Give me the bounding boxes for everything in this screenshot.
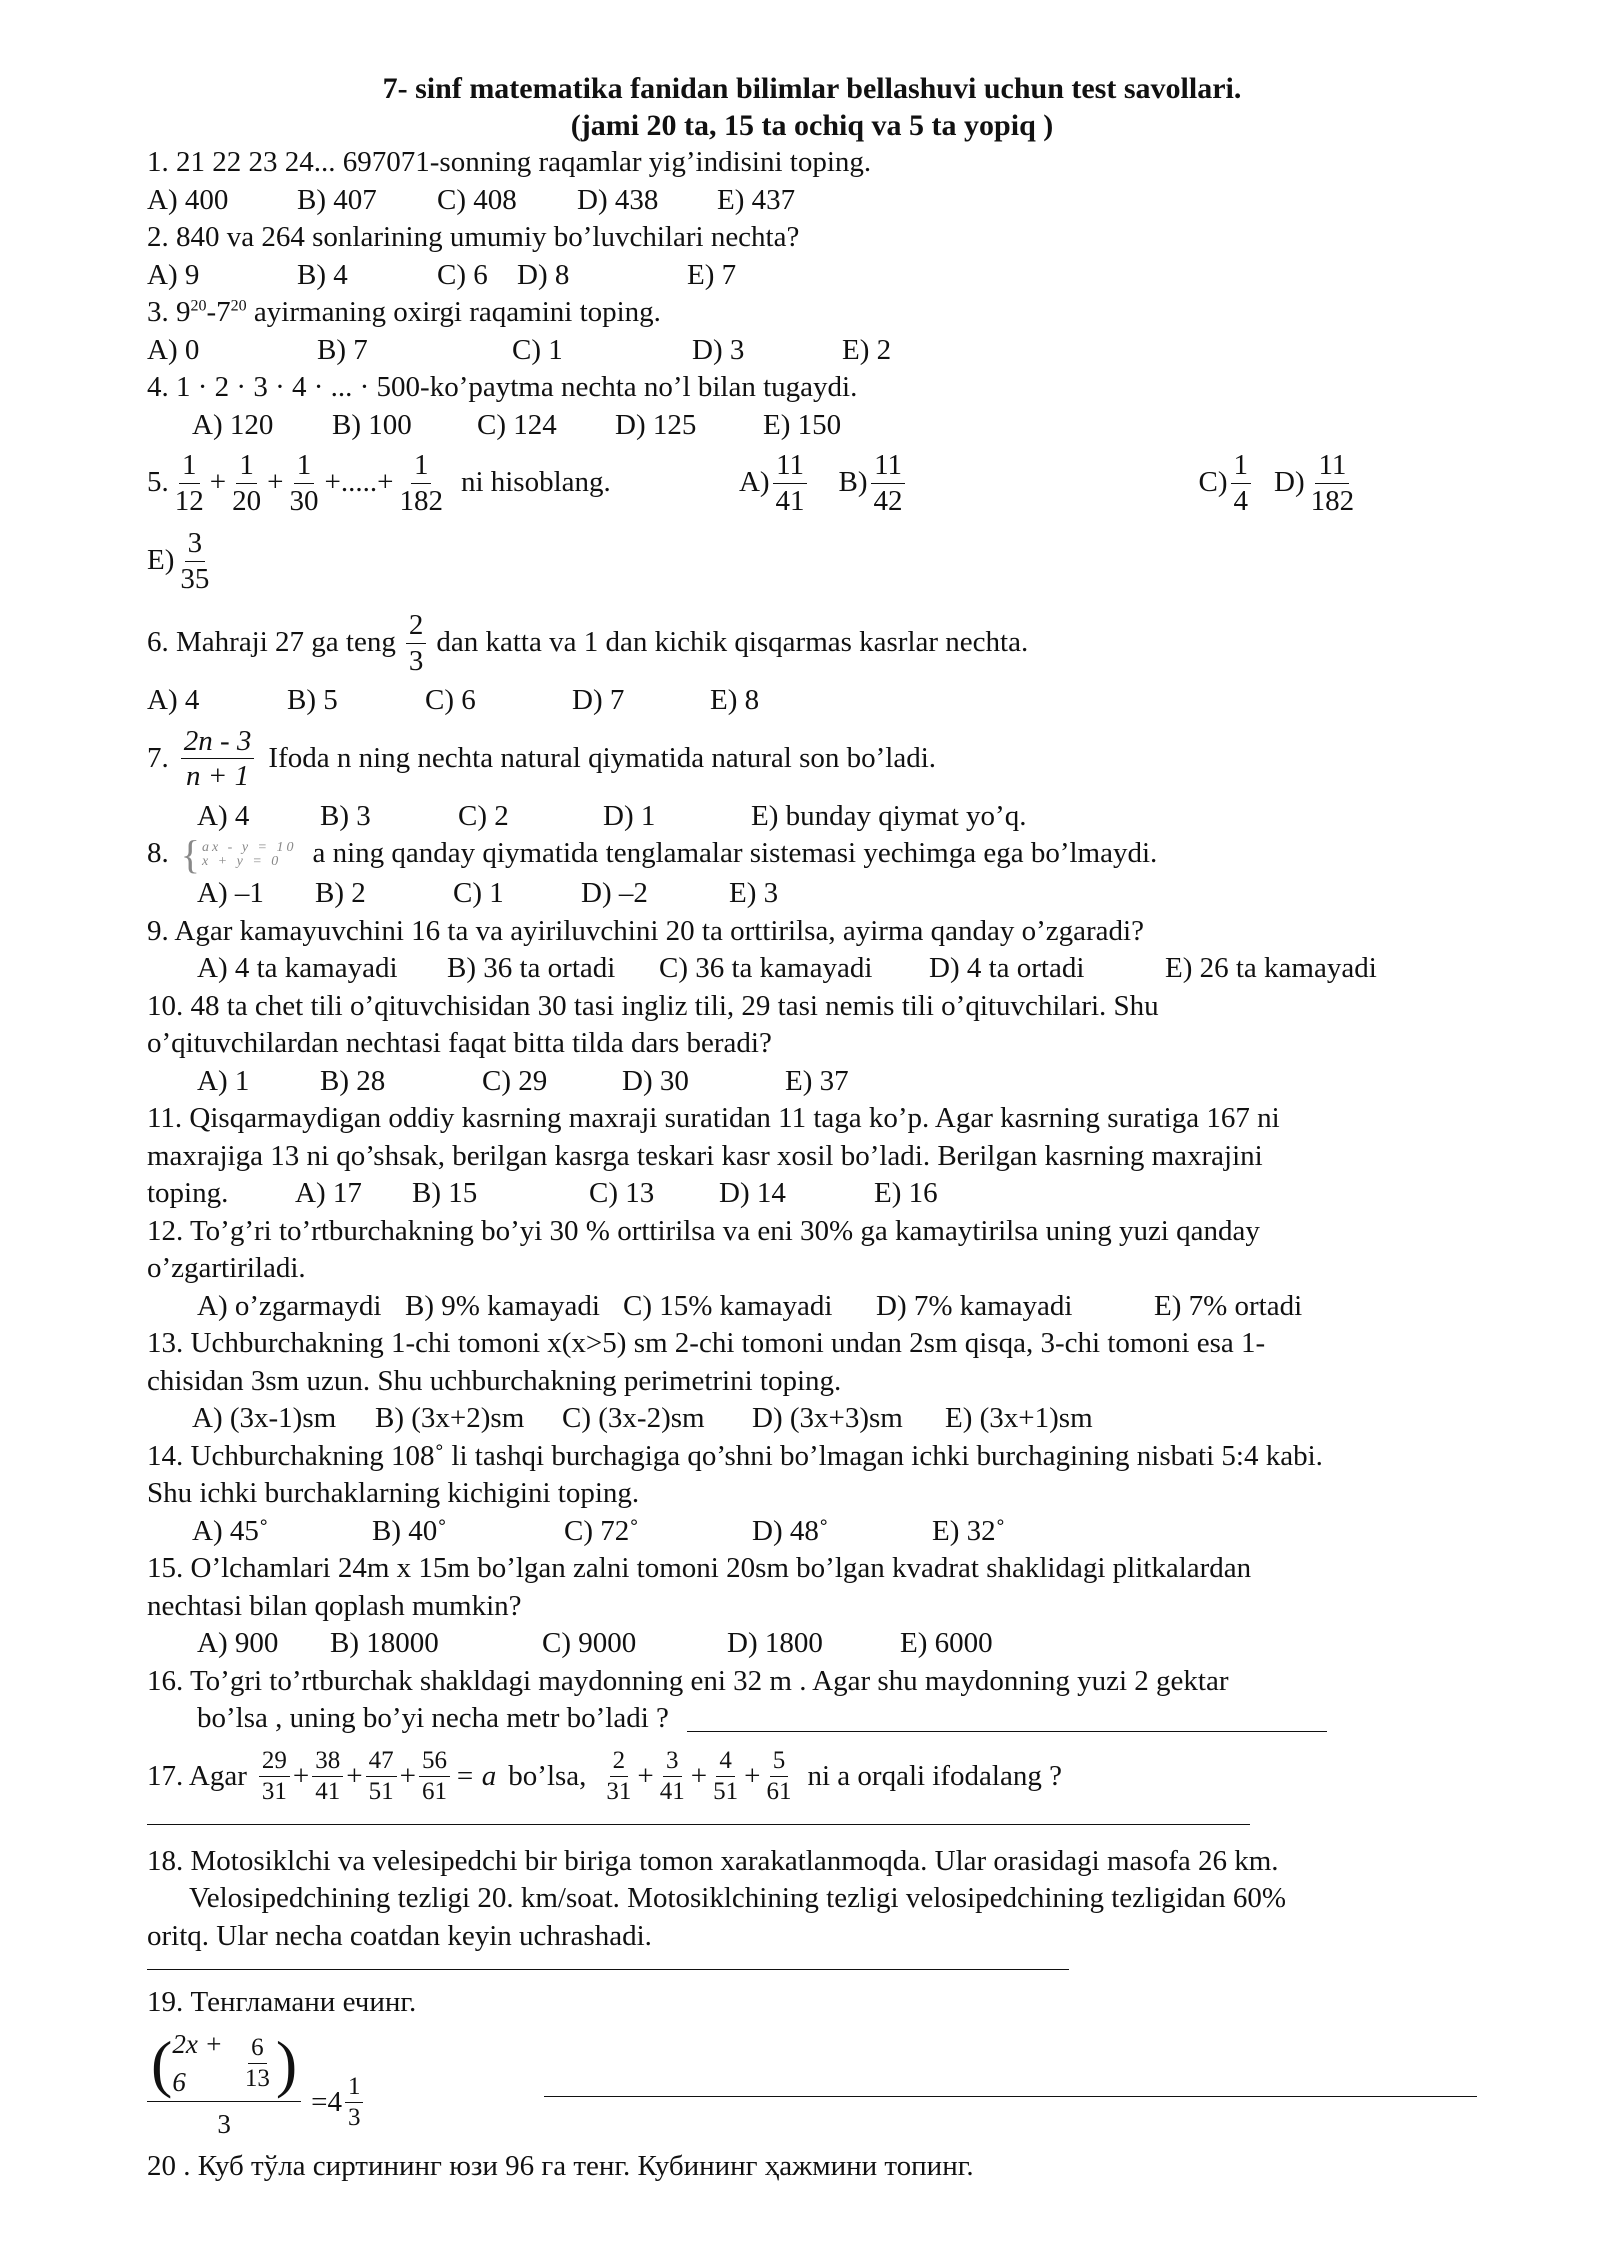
question-4: 4. 1 · 2 · 3 · 4 · ... · 500-ko’paytma nechta no’l bilan tugaydi.: [147, 371, 858, 403]
q5-text: ni hisoblang.: [460, 466, 611, 499]
option: B) 36 ta ortadi: [447, 952, 616, 985]
option: C) 408: [437, 183, 517, 216]
option: B) 15: [412, 1177, 478, 1210]
fraction: $\frac{1}{12}$: [174, 449, 204, 517]
fraction: $\frac{4}{51}$: [713, 1747, 739, 1806]
q17-text-pre: 17. Agar: [147, 1760, 247, 1793]
question-10-line-1: 10. 48 ta chet tili o’qituvchisidan 30 tasi ingliz tili, 29 tasi nemis tili o’qituvchilari. Shu: [147, 989, 1159, 1022]
question-16-line-2: [147, 1700, 1477, 1738]
question-14-options: [147, 1513, 1477, 1551]
fraction: $\frac{1}{4}$: [1231, 450, 1252, 516]
title-line-1: 7- sinf matematika fanidan bilimlar bellashuvi uchun test savollari.: [382, 72, 1242, 105]
option: D) 1: [603, 799, 656, 832]
option: E) 7% ortadi: [1154, 1289, 1303, 1322]
q17-text-mid: bo’lsa,: [508, 1760, 587, 1793]
option: C) 1: [453, 877, 504, 910]
question-8-options: [147, 875, 1477, 913]
option: D) 438: [577, 183, 659, 216]
q17-text-post: ni a orqali ifodalang ?: [807, 1760, 1062, 1793]
question-8: [147, 832, 1477, 878]
question-11-line-3: [147, 1175, 1477, 1213]
q17-equals-a: = a: [454, 1760, 497, 1793]
question-10-options: [147, 1063, 1477, 1101]
option: A) 17: [295, 1177, 362, 1210]
option: D) –2: [581, 877, 648, 910]
answer-blank[interactable]: [147, 1955, 1069, 1970]
option: C) 15% kamayadi: [623, 1289, 833, 1322]
question-1-options: [147, 182, 1477, 220]
q6-text-pre: 6. Mahraji 27 ga teng: [147, 626, 396, 659]
fraction: $\frac{11}{182}$: [1310, 449, 1355, 517]
fraction: $\frac{38}{41}$: [312, 1748, 343, 1806]
option: E) 26 ta kamayadi: [1165, 952, 1377, 985]
option: B) (3x+2)sm: [375, 1402, 525, 1435]
question-9-options: [147, 950, 1477, 988]
q8-number: 8.: [147, 837, 169, 869]
title-line-2: (jami 20 ta, 15 ta ochiq va 5 ta yopiq ): [570, 109, 1054, 142]
question-2-options: [147, 257, 1477, 295]
option: B) 3: [320, 799, 371, 832]
question-12-line-2: o’zgartiriladi.: [147, 1252, 306, 1285]
option-b-label: B): [838, 466, 868, 499]
fraction: $\frac{2}{31}$: [606, 1747, 632, 1806]
option: B) 5: [287, 684, 338, 716]
option: D) 7: [572, 684, 625, 716]
option: A) 900: [197, 1627, 279, 1660]
question-18-line-1: 18. Motosiklchi va velesipedchi bir biriga tomon xarakatlanmoqda. Ular orasidagi masofa 26 km.: [147, 1844, 1279, 1877]
option: C) 13: [589, 1177, 655, 1210]
question-20: 20 . Куб тўла сиртининг юзи 96 га тенг. Кубининг ҳажмини топинг.: [147, 2149, 974, 2182]
q7-text: Ifoda n ning nechta natural qiymatida natural son bo’ladi.: [268, 741, 937, 774]
question-2: 2. 840 va 264 sonlarining umumiy bo’luvchilari nechta?: [147, 221, 800, 253]
fraction: $\frac{3}{41}$: [659, 1747, 685, 1806]
option: D) 3: [692, 333, 745, 366]
question-3-options: [147, 332, 1477, 370]
q3-exp1: 20: [190, 297, 207, 315]
option: B) 9% kamayadi: [405, 1289, 600, 1322]
option: D) 7% kamayadi: [876, 1289, 1073, 1322]
question-11-line-1: 11. Qisqarmaydigan oddiy kasrning maxraji suratidan 11 taga ko’p. Agar kasrning suratiga 167 ni: [147, 1102, 1280, 1135]
option: D) 30: [622, 1064, 689, 1097]
q6-text-post: dan katta va 1 dan kichik qisqarmas kasrlar nechta.: [436, 626, 1029, 659]
q16-text: bo’lsa , uning bo’yi necha metr bo’ladi ?: [197, 1702, 669, 1735]
option: C) 29: [482, 1064, 548, 1097]
q5-ellipsis: +.....+: [324, 466, 394, 499]
q5-number: 5.: [147, 466, 169, 499]
fraction: $\frac{11}{42}$: [871, 450, 906, 516]
option: A) 45˚: [192, 1514, 269, 1547]
option: E) 16: [874, 1177, 938, 1210]
option: B) 4: [297, 258, 348, 291]
fraction: [147, 2026, 301, 2144]
question-3: [147, 294, 1477, 332]
question-1: 1. 21 22 23 24... 697071-sonning raqamlar yig’indisini toping.: [147, 146, 872, 178]
fraction: $\frac{11}{41}$: [773, 450, 808, 516]
fraction: $\frac{6}{13}$: [244, 2033, 270, 2093]
question-19-equation: [147, 2022, 1477, 2148]
question-14-line-1: 14. Uchburchakning 108˚ li tashqi burchagiga qo’shni bo’lmagan ichki burchagining nisbati 5:4 kabi.: [147, 1439, 1323, 1472]
option: B) 407: [297, 183, 377, 216]
option-c-label: C): [1198, 466, 1228, 499]
q19-equals: =4: [311, 2086, 342, 2119]
fraction: $\frac{2}{3}$: [406, 610, 427, 676]
equation-system: [180, 832, 297, 878]
option: C) (3x-2)sm: [562, 1402, 705, 1435]
option: A) –1: [197, 877, 264, 910]
option: D) 14: [719, 1177, 786, 1210]
option: E) 150: [763, 408, 842, 441]
option: C) 36 ta kamayadi: [659, 952, 873, 985]
q3-base1: 3. 9: [147, 296, 191, 328]
question-5-option-e: [147, 522, 1477, 600]
q3-base2: -7: [206, 296, 231, 328]
question-13-options: [147, 1400, 1477, 1438]
option: A) o’zgarmaydi: [197, 1289, 382, 1322]
question-18-line-3: oritq. Ular necha coatdan keyin uchrashadi.: [147, 1919, 652, 1952]
option: E) 8: [710, 684, 760, 716]
option: A) 0: [147, 333, 200, 366]
option-d-label: D): [1274, 466, 1305, 499]
question-15-line-2: nechtasi bilan qoplash mumkin?: [147, 1589, 522, 1622]
option: B) 7: [317, 333, 368, 366]
denominator: 3: [217, 2109, 231, 2140]
question-10-line-2: o’qituvchilardan nechtasi faqat bitta tilda dars beradi?: [147, 1027, 772, 1060]
question-16-line-1: 16. To’gri to’rtburchak shakldagi maydonning eni 32 m . Agar shu maydonning yuzi 2 gektar: [147, 1664, 1229, 1697]
q19-inner-expression: 2x + 6: [172, 2029, 223, 2097]
option: C) 2: [458, 799, 509, 832]
equation-2: x + y = 0: [201, 854, 282, 870]
option: A) (3x-1)sm: [192, 1402, 337, 1435]
question-13-line-2: chisidan 3sm uzun. Shu uchburchakning perimetrini toping.: [147, 1364, 842, 1397]
question-15-options: [147, 1625, 1477, 1663]
option: B) 100: [332, 408, 412, 441]
option: B) 18000: [330, 1627, 439, 1660]
question-15-line-1: 15. O’lchamlari 24m x 15m bo’lgan zalni tomoni 20sm bo’lgan kvadrat shaklidagi plitkalardan: [147, 1552, 1252, 1585]
question-13-line-1: 13. Uchburchakning 1-chi tomoni x(x>5) sm 2-chi tomoni undan 2sm qisqa, 3-chi tomoni esa 1-: [147, 1327, 1266, 1360]
option: E) 6000: [900, 1627, 993, 1660]
question-19: 19. Тенгламани ечинг.: [147, 1986, 417, 2019]
question-12-line-1: 12. To’g’ri to’rtburchakning bo’yi 30 % orttirilsa va eni 30% ga kamaytirilsa uning yuzi qanday: [147, 1214, 1260, 1247]
numerator: [147, 2026, 301, 2102]
q3-exp2: 20: [230, 297, 247, 315]
question-11-line-2: maxrajiga 13 ni qo’shsak, berilgan kasrga teskari kasr xosil bo’ladi. Berilgan kasrning maxrajini: [147, 1139, 1263, 1172]
fraction: $\frac{47}{51}$: [366, 1748, 397, 1806]
question-6-options: [147, 682, 1477, 720]
fraction: $\frac{5}{61}$: [766, 1747, 792, 1806]
q11-text: toping.: [147, 1177, 229, 1210]
option-a-label: A): [738, 466, 770, 499]
fraction: $\frac{1}{20}$: [232, 449, 262, 517]
fraction: $\frac{29}{31}$: [259, 1748, 290, 1806]
option: E) (3x+1)sm: [945, 1402, 1093, 1435]
left-paren: (: [151, 2027, 173, 2099]
option: A) 120: [192, 408, 274, 441]
option: E) bunday qiymat yo’q.: [751, 799, 1027, 832]
option: C) 1: [512, 333, 563, 366]
option: C) 124: [477, 408, 557, 441]
option: D) 8: [517, 258, 570, 291]
option: E) 2: [842, 333, 892, 366]
option: B) 28: [320, 1064, 386, 1097]
option: A) 4 ta kamayadi: [197, 952, 398, 985]
option: E) 37: [785, 1064, 849, 1097]
brace-icon: {: [180, 832, 200, 878]
fraction: $\frac{56}{61}$: [419, 1748, 450, 1806]
q8-text: a ning qanday qiymatida tenglamalar sistemasi yechimga ega bo’lmaydi.: [312, 837, 1158, 869]
question-12-options: [147, 1288, 1477, 1326]
answer-blank[interactable]: [544, 2086, 1477, 2097]
option: C) 9000: [542, 1627, 637, 1660]
question-18-line-2: Velosipedchining tezligi 20. km/soat. Motosiklchining tezligi velosipedchining tezligidan 60%: [189, 1882, 1286, 1915]
fraction: $\frac{3}{35}$: [180, 527, 210, 595]
option: A) 9: [147, 258, 200, 291]
equation-1: ax - y = 10: [201, 840, 297, 856]
fraction: $\frac{1}{182}$: [399, 449, 443, 517]
fraction: $\frac{1}{30}$: [289, 449, 319, 517]
option: E) 437: [717, 183, 796, 216]
right-paren: ): [275, 2027, 298, 2099]
option: A) 400: [147, 183, 229, 216]
q7-number: 7.: [147, 741, 169, 774]
option: E) 3: [729, 877, 779, 910]
question-9: 9. Agar kamayuvchini 16 ta va ayiriluvchini 20 ta orttirilsa, ayirma qanday o’zgaradi?: [147, 914, 1144, 947]
option: D) 48˚: [752, 1514, 829, 1547]
option: A) 4: [197, 799, 250, 832]
option: D) 4 ta ortadi: [929, 952, 1085, 985]
option: C) 6: [425, 684, 476, 716]
fraction: $\frac{2n - 3}{n + 1}$: [181, 726, 255, 792]
question-7: [147, 720, 1477, 798]
question-4-options: [147, 407, 1477, 445]
option: A) 4: [147, 684, 200, 716]
question-14-line-2: Shu ichki burchaklarning kichigini toping.: [147, 1477, 640, 1510]
option: D) 1800: [727, 1627, 823, 1660]
question-6: [147, 604, 1477, 682]
option: E) 7: [687, 258, 737, 291]
answer-blank[interactable]: [147, 1816, 1250, 1825]
option: D) (3x+3)sm: [752, 1402, 903, 1435]
question-5: 5. $\frac{1}{12}$ + $\frac{1}{20}$ + $\frac{1}{30}$ +.....+ $\frac{1}{182}$ ni hisoblang. A) $\frac{11}{41}$ B) $\frac{11}{42}$ C) $\frac{1}{4}$ D) $\frac{11}{182}$: [147, 444, 1477, 522]
option: C) 6: [437, 258, 488, 291]
question-17: 17. Agar $\frac{29}{31}$ + $\frac{38}{41}$ + $\frac{47}{51}$ + $\frac{56}{61}$ = a bo’lsa, $\frac{2}{31}$ + $\frac{3}{41}$ + $\frac{4}{51}$ + $\frac{5}{61}$ ni a orqali ifodalang ?: [147, 1747, 1062, 1806]
option-e-label: E): [147, 544, 175, 577]
option: E) 32˚: [932, 1514, 1006, 1547]
option: C) 72˚: [564, 1514, 639, 1547]
option: A) 1: [197, 1064, 250, 1097]
document-page: [147, 70, 1477, 2185]
answer-blank[interactable]: [687, 1721, 1327, 1732]
q3-suffix: ayirmaning oxirgi raqamini toping.: [246, 296, 661, 328]
option: B) 2: [315, 877, 366, 910]
option: B) 40˚: [372, 1514, 447, 1547]
fraction: $\frac{1}{3}$: [345, 2074, 364, 2132]
option: D) 125: [615, 408, 697, 441]
question-7-options: [147, 798, 1477, 836]
